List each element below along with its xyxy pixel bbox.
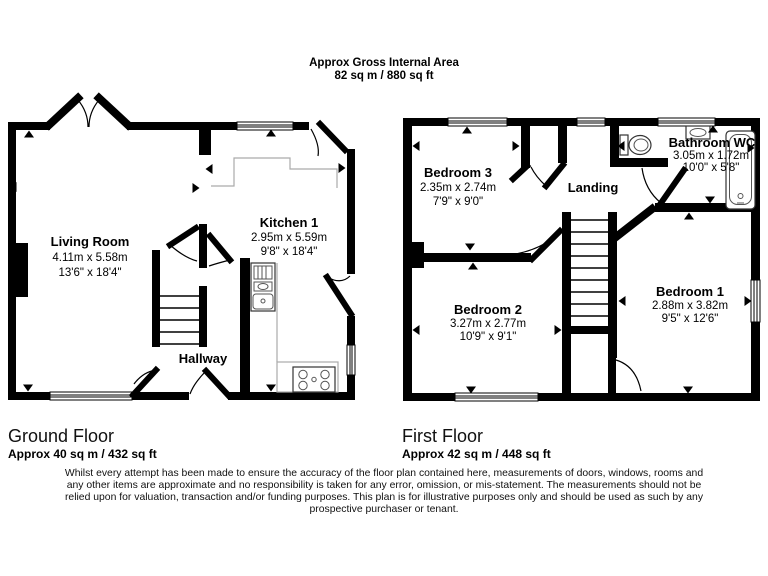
landing-window	[577, 118, 605, 126]
marker-arrow-down	[705, 197, 715, 204]
bedroom1-chamfer-wall	[616, 209, 652, 237]
marker-arrow-left	[413, 141, 420, 151]
ground-floor-title: Ground Floor	[8, 426, 115, 446]
hallway-label: Hallway	[178, 351, 228, 366]
bedroom3-door-leaf2	[513, 166, 527, 179]
bathroom-label: Bathroom WC	[668, 135, 756, 150]
marker-arrow-down	[266, 385, 276, 392]
bay-door-arc-left	[78, 100, 88, 127]
kitchen-dims-m: 2.95m x 5.59m	[250, 232, 328, 244]
hall-kitchen-door-leaf	[210, 236, 230, 260]
bedroom1-label: Bedroom 1	[656, 284, 724, 299]
kitchen-top-window	[237, 122, 293, 130]
marker-arrow-right	[193, 183, 200, 193]
marker-arrow-left	[619, 296, 626, 306]
kitchen-dims-ft: 9'8" x 18'4"	[260, 246, 318, 258]
header-line2: 82 sq m / 880 sq ft	[334, 70, 434, 82]
front-door-leaf	[206, 371, 228, 395]
bedroom1-door-arc	[616, 360, 641, 391]
front-door-arc	[190, 371, 206, 394]
hall-kitchen-door-arc	[209, 260, 230, 266]
ground-floor-plan	[8, 98, 355, 400]
living-room-dims-m: 4.11m x 5.58m	[52, 252, 128, 264]
ground-floor-area: Approx 40 sq m / 432 sq ft	[8, 447, 157, 461]
bedroom2-dims-m: 3.27m x 2.77m	[449, 318, 527, 330]
bathroom-door-arc	[642, 168, 661, 203]
marker-arrow-left	[206, 164, 213, 174]
kitchen-label: Kitchen 1	[259, 215, 319, 230]
bathroom-door-leaf	[661, 170, 684, 203]
bedroom3-dims-m: 2.35m x 2.74m	[419, 182, 497, 194]
living-hall-door-arc	[170, 245, 197, 261]
marker-arrow-down	[683, 387, 693, 394]
bedroom3-dims-ft: 7'9" x 9'0"	[432, 196, 484, 208]
bathroom-dims-ft: 10'0" x 5'8"	[682, 162, 740, 174]
marker-arrow-right	[513, 141, 520, 151]
kitchen-side-door-leaf	[327, 277, 351, 314]
marker-arrow-up	[266, 130, 276, 137]
kitchen-counter-top	[211, 158, 337, 188]
disclaimer-text: Whilst every attempt has been made to ensure the accuracy of the floor plan contained here, measurements of doors, windows, rooms and any other items are approximate and no responsibility is taken for any error, omission, or mis-statement. The measurements should not be relied upon for valuation, transaction and/or funding purposes. This plan is for illustrative purposes only and should be used as such by any prospective purchaser or tenant.	[64, 468, 704, 515]
marker-arrow-right	[339, 163, 346, 173]
marker-arrow-up	[684, 213, 694, 220]
marker-arrow-down	[23, 385, 33, 392]
header-line1: Approx Gross Internal Area	[309, 57, 459, 69]
bedroom2-window	[455, 393, 538, 401]
bedroom3-door-leaf	[546, 165, 563, 186]
marker-arrow-right	[745, 296, 752, 306]
bedroom3-window	[448, 118, 507, 126]
marker-arrow-down	[465, 244, 475, 251]
living-room-label: Living Room	[50, 234, 130, 249]
bathroom-dims-m: 3.05m x 1.72m	[672, 150, 750, 162]
bathroom-window	[658, 118, 715, 126]
back-door-arc	[311, 129, 318, 156]
chimney-breast-ground	[8, 243, 28, 297]
back-door-leaf	[320, 124, 345, 150]
stove	[293, 367, 335, 392]
first-floor-plan	[403, 118, 760, 401]
marker-arrow-left	[413, 325, 420, 335]
bedroom2-dims-ft: 10'9" x 9'1"	[459, 331, 517, 343]
first-floor-title: First Floor	[402, 426, 483, 446]
kitchen-sink	[251, 263, 275, 311]
marker-arrow-down	[466, 387, 476, 394]
bedroom3-door-arc	[531, 167, 546, 186]
marker-arrow-right	[555, 325, 562, 335]
marker-arrow-up	[468, 263, 478, 270]
living-room-window	[50, 392, 132, 400]
bay-door-arc-right	[89, 100, 99, 127]
bedroom1-dims-m: 2.88m x 3.82m	[651, 300, 729, 312]
marker-arrow-up	[24, 131, 34, 138]
bedroom1-door-leaf	[608, 358, 616, 393]
bedroom1-dims-ft: 9'5" x 12'6"	[661, 313, 719, 325]
living-hall-door-leaf	[170, 228, 196, 245]
first-floor-area: Approx 42 sq m / 448 sq ft	[402, 447, 551, 461]
staircase-first	[571, 220, 608, 316]
marker-arrow-up	[462, 127, 472, 134]
landing-label: Landing	[567, 180, 619, 195]
bedroom3-label: Bedroom 3	[424, 165, 492, 180]
staircase-ground	[160, 296, 199, 344]
toilet	[620, 135, 651, 155]
bedroom2-label: Bedroom 2	[454, 302, 522, 317]
living-room-dims-ft: 13'6" x 18'4"	[58, 267, 122, 279]
kitchen-right-window	[347, 345, 355, 375]
bedroom1-window	[751, 280, 760, 322]
